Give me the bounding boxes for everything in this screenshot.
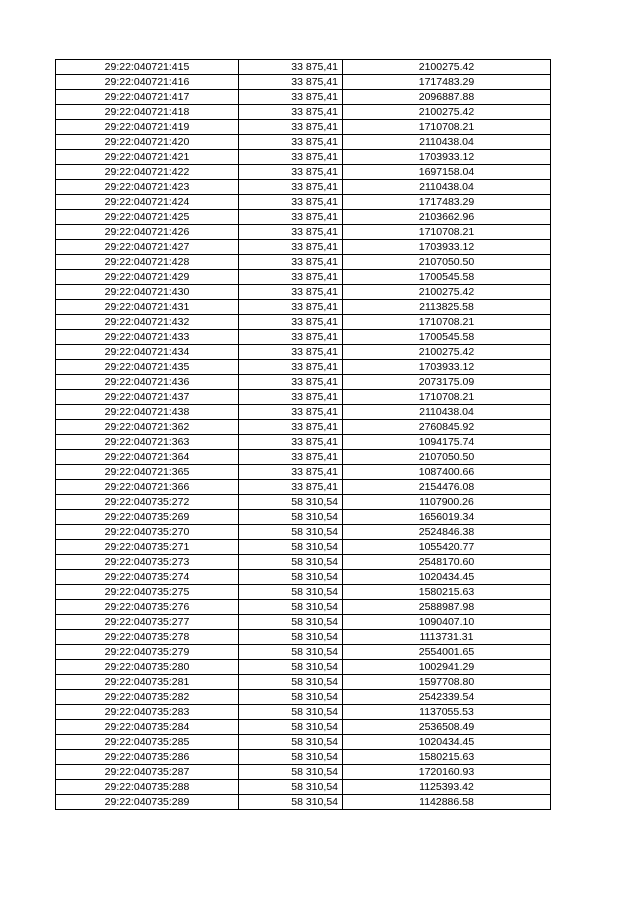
unit-rate-cell: 58 310,54 xyxy=(239,660,343,675)
unit-rate-cell: 33 875,41 xyxy=(239,210,343,225)
cadastral-value-cell: 2548170.60 xyxy=(343,555,551,570)
unit-rate-cell: 33 875,41 xyxy=(239,480,343,495)
cadastral-number-cell: 29:22:040721:438 xyxy=(56,405,239,420)
cadastral-value-cell: 1703933.12 xyxy=(343,240,551,255)
cadastral-value-cell: 1703933.12 xyxy=(343,150,551,165)
unit-rate-cell: 33 875,41 xyxy=(239,135,343,150)
cadastral-number-cell: 29:22:040721:366 xyxy=(56,480,239,495)
table-row xyxy=(56,405,551,420)
cadastral-value-cell: 2073175.09 xyxy=(343,375,551,390)
table-row xyxy=(56,180,551,195)
cadastral-value-cell: 1020434.45 xyxy=(343,735,551,750)
unit-rate-cell: 33 875,41 xyxy=(239,150,343,165)
cadastral-number-cell: 29:22:040721:435 xyxy=(56,360,239,375)
cadastral-value-cell: 2154476.08 xyxy=(343,480,551,495)
cadastral-value-cell: 2100275.42 xyxy=(343,345,551,360)
unit-rate-cell: 58 310,54 xyxy=(239,525,343,540)
table-row xyxy=(56,555,551,570)
table-row xyxy=(56,510,551,525)
table-row xyxy=(56,690,551,705)
table-row xyxy=(56,435,551,450)
cadastral-number-cell: 29:22:040721:419 xyxy=(56,120,239,135)
cadastral-number-cell: 29:22:040721:415 xyxy=(56,60,239,75)
cadastral-value-cell: 1002941.29 xyxy=(343,660,551,675)
cadastral-number-cell: 29:22:040721:417 xyxy=(56,90,239,105)
table-row xyxy=(56,375,551,390)
table-row xyxy=(56,120,551,135)
cadastral-number-cell: 29:22:040721:362 xyxy=(56,420,239,435)
cadastral-value-cell: 1113731.31 xyxy=(343,630,551,645)
cadastral-number-cell: 29:22:040735:282 xyxy=(56,690,239,705)
table-row xyxy=(56,240,551,255)
table-row xyxy=(56,645,551,660)
cadastral-number-cell: 29:22:040721:436 xyxy=(56,375,239,390)
table-row xyxy=(56,585,551,600)
table-row xyxy=(56,330,551,345)
cadastral-value-cell: 1580215.63 xyxy=(343,585,551,600)
cadastral-number-cell: 29:22:040721:426 xyxy=(56,225,239,240)
table-row xyxy=(56,600,551,615)
cadastral-number-cell: 29:22:040721:429 xyxy=(56,270,239,285)
unit-rate-cell: 33 875,41 xyxy=(239,75,343,90)
cadastral-number-cell: 29:22:040721:431 xyxy=(56,300,239,315)
unit-rate-cell: 33 875,41 xyxy=(239,195,343,210)
cadastral-value-cell: 1700545.58 xyxy=(343,270,551,285)
table-row xyxy=(56,60,551,75)
unit-rate-cell: 58 310,54 xyxy=(239,765,343,780)
table-row xyxy=(56,765,551,780)
unit-rate-cell: 33 875,41 xyxy=(239,165,343,180)
cadastral-number-cell: 29:22:040735:281 xyxy=(56,675,239,690)
unit-rate-cell: 33 875,41 xyxy=(239,435,343,450)
cadastral-value-cell: 1090407.10 xyxy=(343,615,551,630)
unit-rate-cell: 33 875,41 xyxy=(239,345,343,360)
table-row xyxy=(56,420,551,435)
cadastral-value-cell: 2100275.42 xyxy=(343,285,551,300)
unit-rate-cell: 33 875,41 xyxy=(239,390,343,405)
cadastral-number-cell: 29:22:040735:289 xyxy=(56,795,239,810)
unit-rate-cell: 33 875,41 xyxy=(239,315,343,330)
cadastral-value-cell: 1700545.58 xyxy=(343,330,551,345)
cadastral-value-cell: 1087400.66 xyxy=(343,465,551,480)
unit-rate-cell: 58 310,54 xyxy=(239,675,343,690)
cadastral-number-cell: 29:22:040721:425 xyxy=(56,210,239,225)
cadastral-value-cell: 1125393.42 xyxy=(343,780,551,795)
table-row xyxy=(56,450,551,465)
cadastral-number-cell: 29:22:040735:277 xyxy=(56,615,239,630)
cadastral-number-cell: 29:22:040735:280 xyxy=(56,660,239,675)
cadastral-number-cell: 29:22:040735:271 xyxy=(56,540,239,555)
cadastral-value-cell: 2536508.49 xyxy=(343,720,551,735)
unit-rate-cell: 33 875,41 xyxy=(239,255,343,270)
unit-rate-cell: 58 310,54 xyxy=(239,570,343,585)
unit-rate-cell: 58 310,54 xyxy=(239,555,343,570)
cadastral-number-cell: 29:22:040735:275 xyxy=(56,585,239,600)
cadastral-value-cell: 2110438.04 xyxy=(343,135,551,150)
table-row xyxy=(56,495,551,510)
cadastral-value-cell: 2554001.65 xyxy=(343,645,551,660)
unit-rate-cell: 33 875,41 xyxy=(239,285,343,300)
cadastral-number-cell: 29:22:040735:283 xyxy=(56,705,239,720)
cadastral-number-cell: 29:22:040735:273 xyxy=(56,555,239,570)
table-row xyxy=(56,255,551,270)
cadastral-value-cell: 2110438.04 xyxy=(343,180,551,195)
cadastral-value-cell: 1142886.58 xyxy=(343,795,551,810)
table-row xyxy=(56,210,551,225)
cadastral-value-cell: 1137055.53 xyxy=(343,705,551,720)
cadastral-number-cell: 29:22:040735:284 xyxy=(56,720,239,735)
cadastral-number-cell: 29:22:040735:279 xyxy=(56,645,239,660)
table-row xyxy=(56,90,551,105)
cadastral-number-cell: 29:22:040721:424 xyxy=(56,195,239,210)
unit-rate-cell: 58 310,54 xyxy=(239,540,343,555)
cadastral-value-cell: 1107900.26 xyxy=(343,495,551,510)
table-row xyxy=(56,705,551,720)
unit-rate-cell: 33 875,41 xyxy=(239,465,343,480)
unit-rate-cell: 58 310,54 xyxy=(239,645,343,660)
cadastral-value-cell: 2588987.98 xyxy=(343,600,551,615)
cadastral-number-cell: 29:22:040721:420 xyxy=(56,135,239,150)
unit-rate-cell: 33 875,41 xyxy=(239,375,343,390)
table-row xyxy=(56,315,551,330)
cadastral-number-cell: 29:22:040735:270 xyxy=(56,525,239,540)
table-body xyxy=(56,60,551,810)
cadastral-number-cell: 29:22:040721:422 xyxy=(56,165,239,180)
unit-rate-cell: 33 875,41 xyxy=(239,105,343,120)
cadastral-value-cell: 2113825.58 xyxy=(343,300,551,315)
table-row xyxy=(56,345,551,360)
unit-rate-cell: 58 310,54 xyxy=(239,795,343,810)
unit-rate-cell: 58 310,54 xyxy=(239,690,343,705)
cadastral-number-cell: 29:22:040721:365 xyxy=(56,465,239,480)
cadastral-number-cell: 29:22:040721:416 xyxy=(56,75,239,90)
unit-rate-cell: 58 310,54 xyxy=(239,585,343,600)
cadastral-number-cell: 29:22:040721:432 xyxy=(56,315,239,330)
cadastral-number-cell: 29:22:040735:286 xyxy=(56,750,239,765)
unit-rate-cell: 58 310,54 xyxy=(239,615,343,630)
cadastral-value-cell: 1710708.21 xyxy=(343,120,551,135)
table-row xyxy=(56,675,551,690)
cadastral-number-cell: 29:22:040735:287 xyxy=(56,765,239,780)
unit-rate-cell: 33 875,41 xyxy=(239,240,343,255)
cadastral-number-cell: 29:22:040721:421 xyxy=(56,150,239,165)
cadastral-number-cell: 29:22:040735:269 xyxy=(56,510,239,525)
cadastral-value-cell: 1580215.63 xyxy=(343,750,551,765)
table-row xyxy=(56,630,551,645)
cadastral-value-cell: 1717483.29 xyxy=(343,195,551,210)
table-row xyxy=(56,105,551,120)
unit-rate-cell: 33 875,41 xyxy=(239,180,343,195)
cadastral-value-cell: 2107050.50 xyxy=(343,255,551,270)
table-row xyxy=(56,480,551,495)
cadastral-value-cell: 2103662.96 xyxy=(343,210,551,225)
table-row xyxy=(56,540,551,555)
cadastral-number-cell: 29:22:040721:434 xyxy=(56,345,239,360)
table-row xyxy=(56,720,551,735)
cadastral-value-cell: 1597708.80 xyxy=(343,675,551,690)
unit-rate-cell: 58 310,54 xyxy=(239,630,343,645)
cadastral-number-cell: 29:22:040735:276 xyxy=(56,600,239,615)
cadastral-value-cell: 1656019.34 xyxy=(343,510,551,525)
cadastral-number-cell: 29:22:040721:427 xyxy=(56,240,239,255)
cadastral-number-cell: 29:22:040721:428 xyxy=(56,255,239,270)
cadastral-number-cell: 29:22:040735:272 xyxy=(56,495,239,510)
cadastral-value-cell: 1720160.93 xyxy=(343,765,551,780)
unit-rate-cell: 33 875,41 xyxy=(239,270,343,285)
table-row xyxy=(56,390,551,405)
table-row xyxy=(56,165,551,180)
table-row xyxy=(56,660,551,675)
table-row xyxy=(56,750,551,765)
cadastral-value-cell: 1055420.77 xyxy=(343,540,551,555)
cadastral-number-cell: 29:22:040735:278 xyxy=(56,630,239,645)
table-row xyxy=(56,225,551,240)
table-row xyxy=(56,360,551,375)
cadastral-value-cell: 2542339.54 xyxy=(343,690,551,705)
table-row xyxy=(56,300,551,315)
data-table xyxy=(55,59,551,810)
cadastral-value-cell: 1717483.29 xyxy=(343,75,551,90)
cadastral-number-cell: 29:22:040721:430 xyxy=(56,285,239,300)
cadastral-number-cell: 29:22:040735:285 xyxy=(56,735,239,750)
cadastral-value-cell: 1710708.21 xyxy=(343,225,551,240)
unit-rate-cell: 33 875,41 xyxy=(239,450,343,465)
unit-rate-cell: 33 875,41 xyxy=(239,60,343,75)
unit-rate-cell: 33 875,41 xyxy=(239,225,343,240)
unit-rate-cell: 58 310,54 xyxy=(239,600,343,615)
table-row xyxy=(56,135,551,150)
table-row xyxy=(56,465,551,480)
unit-rate-cell: 33 875,41 xyxy=(239,90,343,105)
cadastral-value-cell: 1710708.21 xyxy=(343,390,551,405)
cadastral-value-cell: 2110438.04 xyxy=(343,405,551,420)
cadastral-value-cell: 2100275.42 xyxy=(343,105,551,120)
cadastral-number-cell: 29:22:040721:423 xyxy=(56,180,239,195)
unit-rate-cell: 58 310,54 xyxy=(239,705,343,720)
cadastral-number-cell: 29:22:040721:433 xyxy=(56,330,239,345)
unit-rate-cell: 33 875,41 xyxy=(239,420,343,435)
cadastral-value-cell: 1094175.74 xyxy=(343,435,551,450)
cadastral-value-cell: 2100275.42 xyxy=(343,60,551,75)
cadastral-number-cell: 29:22:040721:418 xyxy=(56,105,239,120)
table-row xyxy=(56,780,551,795)
unit-rate-cell: 58 310,54 xyxy=(239,495,343,510)
cadastral-value-cell: 2760845.92 xyxy=(343,420,551,435)
cadastral-value-cell: 1020434.45 xyxy=(343,570,551,585)
cadastral-value-cell: 1697158.04 xyxy=(343,165,551,180)
table-row xyxy=(56,735,551,750)
unit-rate-cell: 58 310,54 xyxy=(239,510,343,525)
table-row xyxy=(56,285,551,300)
unit-rate-cell: 58 310,54 xyxy=(239,735,343,750)
cadastral-number-cell: 29:22:040721:364 xyxy=(56,450,239,465)
cadastral-value-cell: 1703933.12 xyxy=(343,360,551,375)
cadastral-number-cell: 29:22:040735:274 xyxy=(56,570,239,585)
cadastral-value-cell: 1710708.21 xyxy=(343,315,551,330)
table-row xyxy=(56,195,551,210)
cadastral-value-cell: 2524846.38 xyxy=(343,525,551,540)
table-row xyxy=(56,795,551,810)
unit-rate-cell: 33 875,41 xyxy=(239,120,343,135)
table-row xyxy=(56,150,551,165)
unit-rate-cell: 33 875,41 xyxy=(239,360,343,375)
unit-rate-cell: 58 310,54 xyxy=(239,750,343,765)
unit-rate-cell: 33 875,41 xyxy=(239,300,343,315)
cadastral-number-cell: 29:22:040721:437 xyxy=(56,390,239,405)
table-row xyxy=(56,570,551,585)
cadastral-number-cell: 29:22:040735:288 xyxy=(56,780,239,795)
cadastral-value-cell: 2096887.88 xyxy=(343,90,551,105)
table-row xyxy=(56,270,551,285)
table-row xyxy=(56,615,551,630)
table-row xyxy=(56,75,551,90)
unit-rate-cell: 33 875,41 xyxy=(239,330,343,345)
unit-rate-cell: 58 310,54 xyxy=(239,780,343,795)
unit-rate-cell: 33 875,41 xyxy=(239,405,343,420)
cadastral-value-cell: 2107050.50 xyxy=(343,450,551,465)
cadastral-number-cell: 29:22:040721:363 xyxy=(56,435,239,450)
table-row xyxy=(56,525,551,540)
unit-rate-cell: 58 310,54 xyxy=(239,720,343,735)
